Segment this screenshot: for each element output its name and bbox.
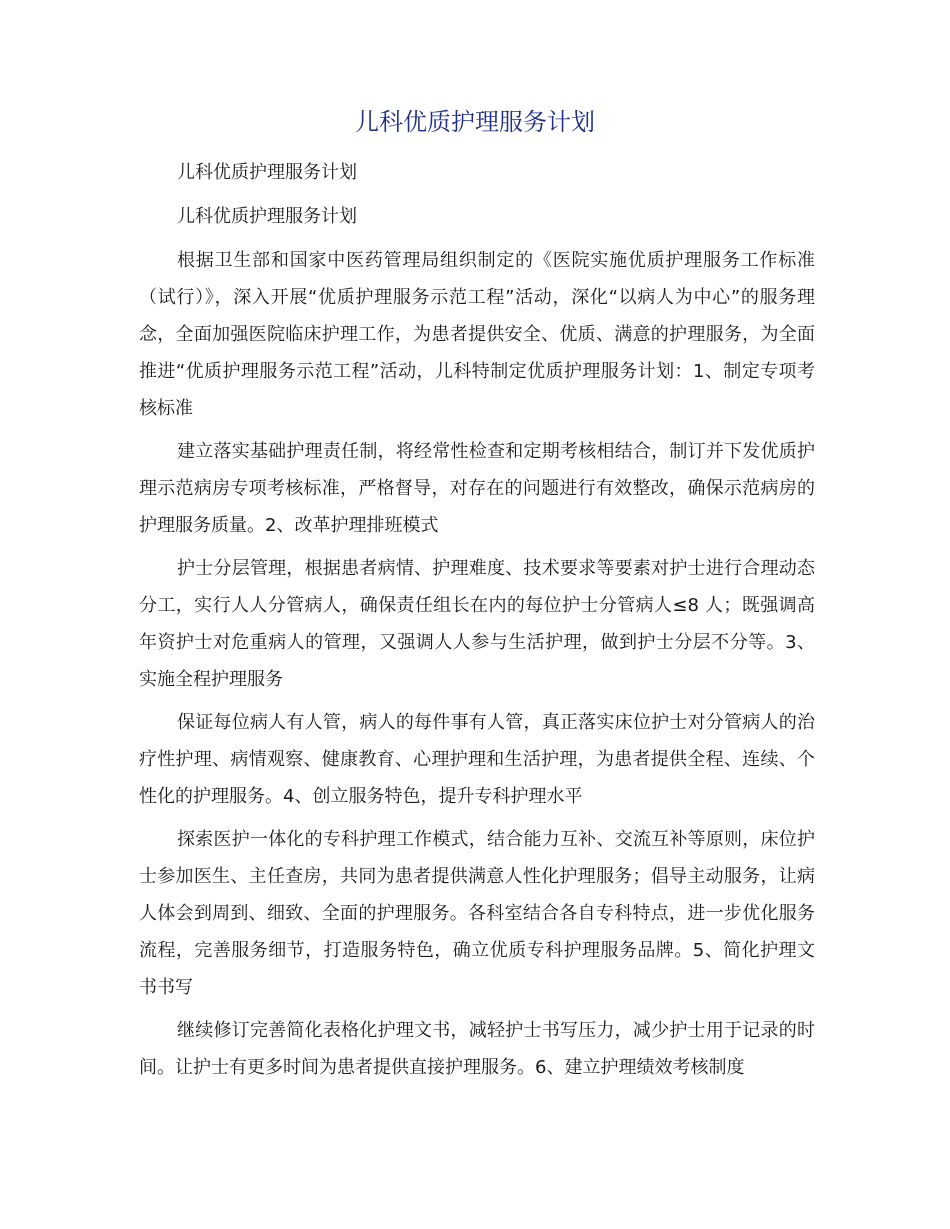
- paragraph: 建立落实基础护理责任制，将经常性检查和定期考核相结合，制订并下发优质护理示范病房专项考核标准，严格督导，对存在的问题进行有效整改，确保示范病房的护理服务质量。2、改革护理排班模式: [139, 441, 815, 536]
- paragraph: 探索医护一体化的专科护理工作模式，结合能力互补、交流互补等原则，床位护士参加医生、主任查房，共同为患者提供满意人性化护理服务；倡导主动服务，让病人体会到周到、细致、全面的护理服务。各科室结合各自专科特点，进一步优化服务流程，完善服务细节，打造服务特色，确立优质专科护理服务品牌。5、简化护理文书书写: [139, 829, 815, 998]
- paragraph: 保证每位病人有人管，病人的每件事有人管，真正落实床位护士对分管病人的治疗性护理、病情观察、健康教育、心理护理和生活护理，为患者提供全程、连续、个性化的护理服务。4、创立服务特色，提升专科护理水平: [139, 712, 815, 807]
- subtitle-line-1: 儿科优质护理服务计划: [177, 162, 357, 183]
- subtitle-line-2: 儿科优质护理服务计划: [177, 206, 357, 227]
- document-title: 儿科优质护理服务计划: [355, 108, 595, 136]
- document-body: [139, 154, 815, 1092]
- paragraph: 继续修订完善简化表格化护理文书，减轻护士书写压力，减少护士用于记录的时间。让护士有更多时间为患者提供直接护理服务。6、建立护理绩效考核制度: [139, 1020, 815, 1078]
- paragraph: 护士分层管理，根据患者病情、护理难度、技术要求等要素对护士进行合理动态分工，实行人人分管病人，确保责任组长在内的每位护士分管病人≤8 人；既强调高年资护士对危重病人的管理，又强调人人参与生活护理，做到护士分层不分等。3、实施全程护理服务: [139, 558, 815, 690]
- paragraph: 根据卫生部和国家中医药管理局组织制定的《医院实施优质护理服务工作标准（试行）》，深入开展“优质护理服务示范工程”活动，深化“以病人为中心”的服务理念，全面加强医院临床护理工作，为患者提供安全、优质、满意的护理服务，为全面推进“优质护理服务示范工程”活动，儿科特制定优质护理服务计划：1、制定专项考核标准: [139, 250, 815, 419]
